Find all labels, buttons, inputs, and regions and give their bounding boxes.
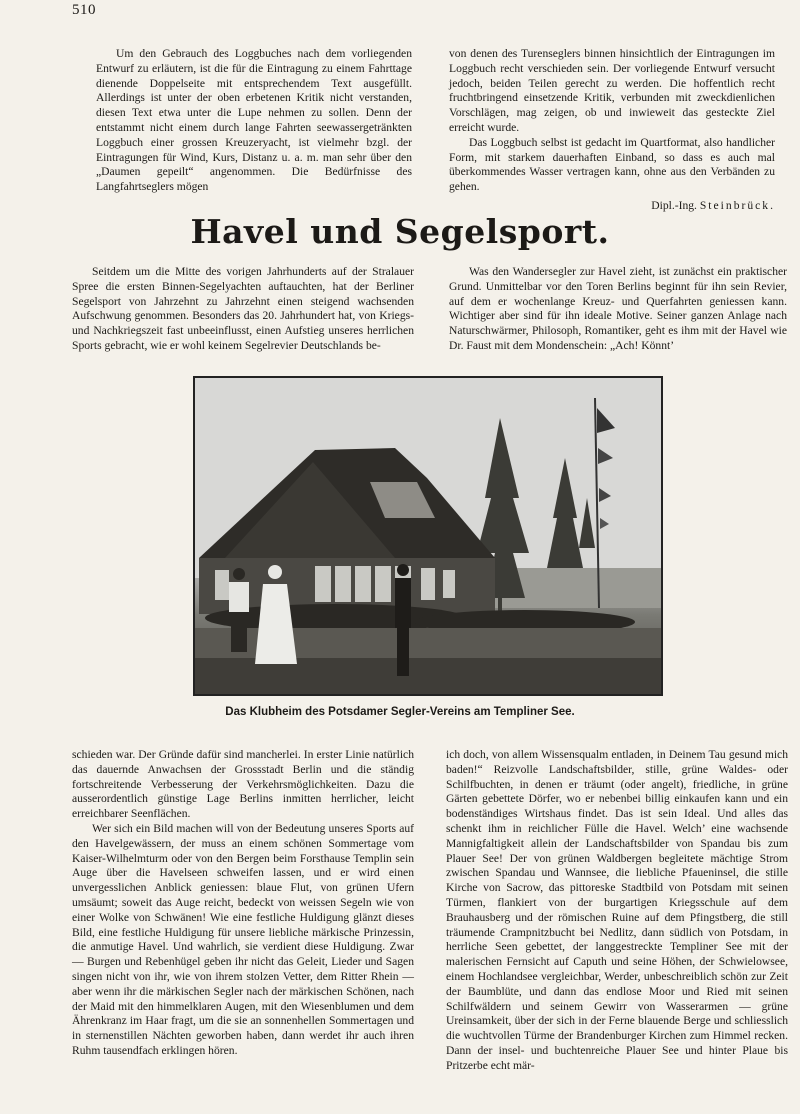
paragraph: Seitdem um die Mitte des vorigen Jahrhunderts auf der Stralauer Spree die ersten Binnen-Segelyachten auftauchten, hat der Berliner Segelsport von Jahrzehnt zu Jahrzehnt einen steigend wachsenden Aufschwung genommen. Besonders das 20. Jahrhundert hat, von Kriegs- und Nachkriegszeit fast unbeeinflusst, einen Aufstieg unseres herrlichen Sports gebracht, wie er wohl keinem Segelrevier Deutschlands be- — [72, 265, 414, 352]
paragraph: Was den Wandersegler zur Havel zieht, ist zunächst ein praktischer Grund. Unmittelbar vor den Toren Berlins beginnt für ihn sein Revier, auf dem er wochenlange Kreuz- und Querfahrten geniessen kann. Wichtiger aber sind für ihn ideale Motive. Seiner ganzen Anlage nach Naturschwärmer, Philosoph, Romantiker, geht es ihm mit der Havel wie Dr. Faust mit dem Mondenschein: „Ach! Könnt’ — [449, 265, 787, 352]
intro-right-column — [449, 265, 787, 354]
photo-caption: Das Klubheim des Potsdamer Segler-Vereins am Templiner See. — [225, 706, 575, 718]
article-title: Havel und Segelsport. — [190, 212, 610, 251]
body-left-column — [72, 748, 414, 1059]
body-right-column — [446, 748, 788, 1074]
paragraph: schieden war. Der Gründe dafür sind mancherlei. In erster Linie natürlich das dauernde Anwachsen der Grossstadt Berlin und die ständig fortschreitende Verbesserung der Verkehrsmöglichkeiten. Dazu die ausserordentlich günstige Lage Berlins inmitten herrlicher, leicht erreichbarer Seenflächen. — [72, 748, 414, 821]
author-name: Steinbrück. — [699, 198, 775, 212]
author-title: Dipl.-Ing. — [651, 198, 697, 212]
page-number: 510 — [72, 2, 96, 18]
top-article-left-column — [96, 47, 412, 195]
top-article-right-column — [449, 47, 775, 214]
intro-left-column — [72, 265, 414, 354]
paragraph: Das Loggbuch selbst ist gedacht im Quartformat, also handlicher Form, mit starkem dauerhaften Einband, so dass es auch mal überkommendes Wasser vertragen kann, ohne aus den Verbänden zu gehen. — [449, 135, 775, 194]
paragraph: Wer sich ein Bild machen will von der Bedeutung unseres Sports auf den Havelgewässern, der muss an einem schönen Sommertage vom Kaiser-Wilhelmturm oder von den Bergen beim Forsthause Templin sein Auge über die Havelseen schweifen lassen, und er wird einen unvergesslichen Anblick geniessen: blaue Flut, von grünen Ufern umsäumt; soweit das Auge reicht, bedeckt von weissen Segeln wie von einer Wolke von Schwänen! Wie eine festliche Huldigung glänzt dieses Bild, eine festliche Huldigung für unsere liebliche märkische Prinzessin, die anmutige Havel. Und wahrlich, sie verdient diese Huldigung. Zwar — Burgen und Rebenhügel geben ihr nicht das Geleit, Lieder und Sagen singen nicht von ihr, wie von ihrem stolzen Vetter, dem Ritter Rhein — aber wenn ihr die märkischen Segler nach der märkischen Schönen, nach der Maid mit den himmelklaren Augen, mit den Wiesenblumen und dem Ährenkranz im Haar fragt, um die sie an sonnenhellen Sommertagen und in sternenstillen Nächten geworben haben, dann werdet ihr auch ihren Ruhm tausendfach erklingen hören. — [72, 821, 414, 1057]
clubhouse-photo — [193, 376, 663, 696]
paragraph: ich doch, von allem Wissensqualm entladen, in Deinem Tau gesund mich baden!“ Reizvolle Landschaftsbilder, stille, grüne Waldes- oder Schilfbuchten, in denen er träumt (oder angelt), friedliche, in grüne Gärten gebettete Dörfer, wo er nebenbei billig einkaufen kann und ein bodenständiges Wirtshaus findet. Das ist sein Ideal. Und alles das schenkt ihm in reichlicher Fülle die Havel. Welch’ eine wachsende Mannigfaltigkeit allein der Landschaftsbilder von Spandau bis zum Plauer See! Der von grünen Waldbergen begleitete mächtige Strom zwischen Spandau und Wannsee, die liebliche Pfaueninsel, die stille Kirche von Sacrow, das pittoreske Stadtbild von Potsdam mit seinen Türmen, flankiert von der burgartigen Kriegsschule auf dem Brauhausberg und der römischen Ruine auf dem Pfingstberg, die still träumende Crampnitzbucht bei Nedlitz, dann südlich von Potsdam, in herrliche Seen gebettet, der langgestreckte Templiner See mit der malerischen Fernsicht auf Caputh und seine Höhen, der Schwielowsee, einem Hochlandsee vergleichbar, Werder, unbeschreiblich schön zur Zeit der Baumblüte, und dann das endlose Moor und Ried mit seinen Schilfwäldern und seinem Gewirr von Wasserarmen — grüne Ureinsamkeit, über der sich in der Ferne blauende Berge und schliesslich die wuchtvollen Türme der Brandenburger Kirchen zum Himmel recken. Dann der insel- und buchtenreiche Plauer See und hinter Plaue bis Pritzerbe echt mär- — [446, 748, 788, 1072]
paragraph: von denen des Turenseglers binnen hinsichtlich der Eintragungen im Loggbuch recht verschieden sein. Der vorliegende Entwurf versucht jedoch, beiden Teilen gerecht zu werden. Die hoffentlich recht fruchtbringend einsetzende Kritik, verbunden mit zweckdienlichen Vorschlägen, mag zeigen, ob und inwieweit das gesteckte Ziel erreicht wurde. — [449, 47, 775, 134]
paragraph: Um den Gebrauch des Loggbuches nach dem vorliegenden Entwurf zu erläutern, ist die für die Eintragung zu einem Fahrttage dienende Doppelseite mit entsprechendem Text ausgefüllt. Allerdings ist unter der oben erbetenen Kritik nicht verstanden, diesen Text etwa unter die Lupe nehmen zu sollen. Denn der entstammt nicht einem durch lange Fahrten seewassergetränkten Loggbuch einer grossen Kreuzeryacht, ist vielmehr bzgl. der Eintragungen für Wind, Kurs, Distanz u. a. m. man sehr über den „Daumen gepeilt“ angenommen. Die Bedürfnisse des Langfahrtseglers mögen — [96, 47, 412, 194]
